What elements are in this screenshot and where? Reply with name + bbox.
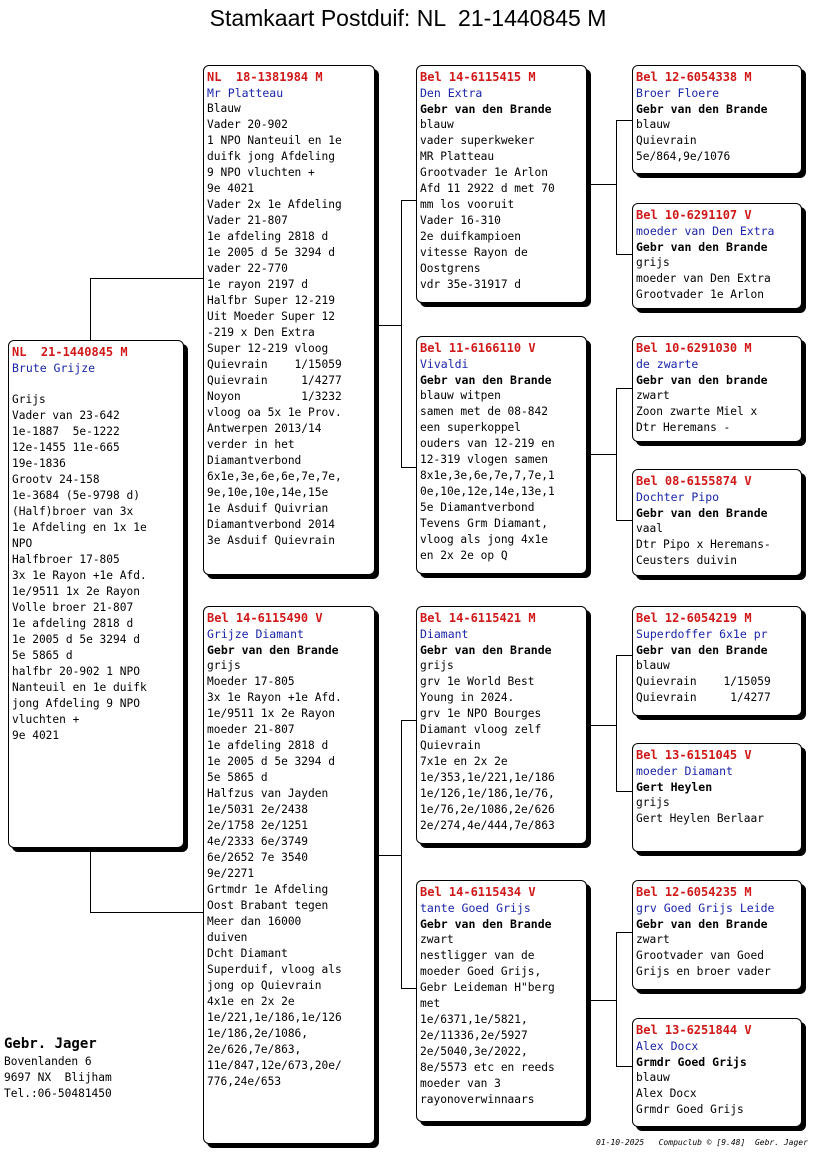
info-line: 8e/5573 etc en reeds <box>420 1061 555 1074</box>
pigeon-name: moeder van Den Extra <box>636 224 775 238</box>
info-line: 6x1e,3e,6e,6e,7e,7e, <box>207 470 342 483</box>
info-line: duifk jong Afdeling <box>207 150 335 163</box>
ring-number: Bel 14-6115434 V <box>420 885 536 899</box>
info-line: Ceusters duivin <box>636 554 738 567</box>
info-line: vader 22-770 <box>207 262 288 275</box>
breeder-owner: Gebr van den Brande <box>207 643 339 657</box>
info-line: met <box>420 997 441 1010</box>
pigeon-name: Alex Docx <box>636 1039 699 1053</box>
info-line: een superkoppel <box>420 421 522 434</box>
pigeon-card-fmm[interactable] <box>632 469 802 576</box>
info-line: Vader 2x 1e Afdeling <box>207 198 342 211</box>
info-line: 1e afdeling 2818 d <box>207 230 329 243</box>
info-line: 3e Asduif Quievrain <box>207 534 335 547</box>
info-line: samen met de 08-842 <box>420 405 548 418</box>
pigeon-card-father-father[interactable] <box>416 65 587 303</box>
breeder-name: Gebr. Jager <box>4 1036 97 1052</box>
ring-number: NL 18-1381984 M <box>207 70 323 84</box>
info-line: 1e/9511 1x 2e Rayon <box>207 707 335 720</box>
info-line: moeder van 3 <box>420 1077 501 1090</box>
info-line: 8x1e,3e,6e,7e,7,7e,1 <box>420 469 555 482</box>
info-line: Diamant vloog zelf <box>420 723 542 736</box>
pigeon-card-mmm[interactable] <box>632 1018 802 1127</box>
info-line: 5e 5865 d <box>12 649 73 662</box>
info-line: Quievrain 1/15059 <box>636 675 771 688</box>
breeder-owner: Gebr van den Brande <box>636 102 768 116</box>
connector-line <box>90 278 91 340</box>
connector-line <box>591 454 616 455</box>
ring-number: Bel 12-6054219 M <box>636 611 752 625</box>
info-line: blauw <box>420 118 454 131</box>
info-line: zwart <box>636 933 670 946</box>
info-line: 776,24e/653 <box>207 1075 282 1088</box>
info-line: jong Afdeling 9 NPO <box>12 697 140 710</box>
info-line: 1e/221,1e/186,1e/126 <box>207 1011 342 1024</box>
info-line: moeder van Den Extra <box>636 272 771 285</box>
connector-line <box>616 655 617 791</box>
info-line: 4x1e en 2x 2e <box>207 995 295 1008</box>
info-line: 12e-1455 11e-665 <box>12 441 120 454</box>
info-line: 1e/186,2e/1086, <box>207 1027 309 1040</box>
info-line: Grijs en broer vader <box>636 965 771 978</box>
info-line: Superduif, vloog als <box>207 963 342 976</box>
info-line: vloog als jong 4x1e <box>420 533 548 546</box>
info-line: verder in het <box>207 438 295 451</box>
info-line: Diamantverbond <box>207 454 302 467</box>
info-line: vaal <box>636 522 663 535</box>
breeder-owner: Gebr van den Brande <box>636 643 768 657</box>
pigeon-name: Brute Grijze <box>12 361 96 375</box>
info-line: 19e-1836 <box>12 457 66 470</box>
connector-line <box>401 988 417 989</box>
info-line: Halfzus van Jayden <box>207 787 329 800</box>
pigeon-name: Dochter Pipo <box>636 490 720 504</box>
pigeon-card-mother-mother[interactable] <box>416 880 587 1122</box>
info-line: Quievrain 1/4277 <box>636 691 771 704</box>
info-line: Gebr Leideman H"berg <box>420 981 555 994</box>
footer-credit: 01-10-2025 Compuclub © [9.48] Gebr. Jager <box>596 1138 808 1147</box>
info-line: 2e/1758 2e/1251 <box>207 819 309 832</box>
connector-line <box>591 184 616 185</box>
info-line: en 2x 2e op Q <box>420 549 508 562</box>
ring-number: Bel 10-6291030 M <box>636 341 752 355</box>
connector-line <box>616 655 633 656</box>
connector-line <box>616 791 633 792</box>
info-line: Gert Heylen Berlaar <box>636 812 764 825</box>
info-line: Diamantverbond 2014 <box>207 518 335 531</box>
info-line: vloog oa 5x 1e Prov. <box>207 406 342 419</box>
info-line: Meer dan 16000 <box>207 915 302 928</box>
connector-line <box>616 520 633 521</box>
info-line: moeder Goed Grijs, <box>420 965 542 978</box>
info-line: vitesse Rayon de <box>420 246 528 259</box>
info-line: Halfbr Super 12-219 <box>207 294 335 307</box>
info-line: 1e/6371,1e/5821, <box>420 1013 528 1026</box>
breeder-owner: Gebr van den Brande <box>636 506 768 520</box>
info-line: Dtr Pipo x Heremans- <box>636 538 771 551</box>
connector-line <box>401 720 417 721</box>
pigeon-name: Den Extra <box>420 86 483 100</box>
info-line: ouders van 12-219 en <box>420 437 555 450</box>
info-line: Grijs <box>12 393 46 406</box>
info-line: 3x 1e Rayon +1e Afd. <box>12 569 147 582</box>
info-line: 1e rayon 2197 d <box>207 278 309 291</box>
info-line: 2e/274,4e/444,7e/863 <box>420 819 555 832</box>
info-line: vader superkweker <box>420 134 535 147</box>
pigeon-card-ffm[interactable] <box>632 203 802 309</box>
info-line: Grootv 24-158 <box>12 473 100 486</box>
connector-line <box>401 720 402 988</box>
info-line: 1e-3684 (5e-9798 d) <box>12 489 140 502</box>
connector-line <box>90 848 91 912</box>
ring-number: Bel 12-6054338 M <box>636 70 752 84</box>
breeder-owner: Gebr van den Brande <box>636 917 768 931</box>
info-line: 5e 5865 d <box>207 771 268 784</box>
info-line: 2e/5040,3e/2022, <box>420 1045 528 1058</box>
info-line: NPO <box>12 537 33 550</box>
info-line: Moeder 17-805 <box>207 675 295 688</box>
info-line: 1e afdeling 2818 d <box>12 617 134 630</box>
pigeon-card-mfm[interactable] <box>632 743 802 852</box>
info-line: Grootvader 1e Arlon <box>420 166 548 179</box>
breeder-address-line: Bovenlanden 6 <box>4 1055 92 1068</box>
breeder-owner: Gebr van den Brande <box>420 102 552 116</box>
connector-line <box>379 325 401 326</box>
pigeon-name: Broer Floere <box>636 86 720 100</box>
pigeon-card-mff[interactable] <box>632 606 802 716</box>
ring-number: Bel 10-6291107 V <box>636 208 752 222</box>
info-line: zwart <box>636 389 670 402</box>
info-line: Oost Brabant tegen <box>207 899 329 912</box>
breeder-owner: Grmdr Goed Grijs <box>636 1055 747 1069</box>
info-line: 2e duifkampioen <box>420 230 522 243</box>
info-line: halfbr 20-902 1 NPO <box>12 665 140 678</box>
info-line: Quievrain 1/4277 <box>207 374 342 387</box>
info-line: Alex Docx <box>636 1087 697 1100</box>
breeder-owner: Gert Heylen <box>636 780 713 794</box>
info-line: 4e/2333 6e/3749 <box>207 835 309 848</box>
info-line: rayonoverwinnaars <box>420 1093 535 1106</box>
info-line: grijs <box>420 659 454 672</box>
info-line: Tevens Grm Diamant, <box>420 517 548 530</box>
info-line: 7x1e en 2x 2e <box>420 755 508 768</box>
info-line: Vader 16-310 <box>420 214 501 227</box>
connector-line <box>616 388 633 389</box>
info-line: vdr 35e-31917 d <box>420 278 522 291</box>
ring-number: Bel 08-6155874 V <box>636 474 752 488</box>
info-line: Afd 11 2922 d met 70 <box>420 182 555 195</box>
info-line: 1e Afdeling en 1x 1e <box>12 521 147 534</box>
info-line: grijs <box>636 256 670 269</box>
connector-line <box>90 912 204 913</box>
info-line: grv 1e World Best <box>420 675 535 688</box>
info-line: Grmdr Goed Grijs <box>636 1103 744 1116</box>
info-line: 5e/864,9e/1076 <box>636 150 731 163</box>
info-line: 1e 2005 d 5e 3294 d <box>12 633 140 646</box>
info-line: vluchten + <box>12 713 80 726</box>
info-line: grijs <box>207 659 241 672</box>
info-line: 9e,10e,10e,14e,15e <box>207 486 329 499</box>
breeder-owner: Gebr van den Brande <box>420 643 552 657</box>
connector-line <box>401 200 402 467</box>
info-line: 9e/2271 <box>207 867 255 880</box>
connector-line <box>616 120 633 121</box>
ring-number: Bel 14-6115421 M <box>420 611 536 625</box>
info-line: 12-319 vlogen samen <box>420 453 548 466</box>
info-line: Dtr Heremans - <box>636 421 731 434</box>
info-line: duiven <box>207 931 248 944</box>
info-line: 1e Asduif Quivrian <box>207 502 329 515</box>
pigeon-card-father[interactable] <box>203 65 375 575</box>
info-line: Nanteuil en 1e duifk <box>12 681 147 694</box>
breeder-owner: Gebr van den Brande <box>420 917 552 931</box>
info-line: Quievrain <box>636 134 697 147</box>
page-title: Stamkaart Postduif: NL 21-1440845 M <box>209 5 607 31</box>
info-line: 9 NPO vluchten + <box>207 166 315 179</box>
info-line: jong op Quievrain <box>207 979 322 992</box>
info-line: 1e 2005 d 5e 3294 d <box>207 755 335 768</box>
pigeon-name: grv Goed Grijs Leide <box>636 901 775 915</box>
pigeon-name: de zwarte <box>636 357 699 371</box>
pigeon-card-father-mother[interactable] <box>416 336 587 574</box>
info-line: Antwerpen 2013/14 <box>207 422 322 435</box>
info-line: mm los vooruit <box>420 198 515 211</box>
info-line: grijs <box>636 796 670 809</box>
info-line: zwart <box>420 933 454 946</box>
info-line: Quievrain 1/15059 <box>207 358 342 371</box>
info-line: Volle broer 21-807 <box>12 601 134 614</box>
info-line: 11e/847,12e/673,20e/ <box>207 1059 342 1072</box>
info-line: nestligger van de <box>420 949 535 962</box>
breeder-info <box>4 1034 112 1102</box>
info-line: 1e/76,2e/1086,2e/626 <box>420 803 555 816</box>
info-line: 1e/126,1e/186,1e/76, <box>420 787 555 800</box>
connector-line <box>616 932 617 1066</box>
info-line: Vader 20-902 <box>207 118 288 131</box>
info-line: Vader van 23-642 <box>12 409 120 422</box>
info-line: Noyon 1/3232 <box>207 390 342 403</box>
breeder-address-line: 9697 NX Blijham <box>4 1071 112 1084</box>
connector-line <box>90 278 204 279</box>
info-line: Quievrain <box>420 739 481 752</box>
pigeon-card-mmf[interactable] <box>632 880 802 990</box>
info-line: 1e-1887 5e-1222 <box>12 425 120 438</box>
info-line: MR Platteau <box>420 150 495 163</box>
info-line: Grtmdr 1e Afdeling <box>207 883 329 896</box>
info-line: blauw <box>636 659 670 672</box>
info-line: blauw <box>636 1071 670 1084</box>
ring-number: Bel 14-6115415 M <box>420 70 536 84</box>
connector-line <box>616 388 617 520</box>
info-line: Young in 2024. <box>420 691 515 704</box>
info-line: Grootvader van Goed <box>636 949 764 962</box>
info-line: Dcht Diamant <box>207 947 288 960</box>
info-line: 9e 4021 <box>12 729 60 742</box>
pigeon-card-main[interactable] <box>8 340 184 848</box>
connector-line <box>379 855 401 856</box>
ring-number: Bel 13-6251844 V <box>636 1023 752 1037</box>
pigeon-name: Grijze Diamant <box>207 627 304 641</box>
info-line: Zoon zwarte Miel x <box>636 405 758 418</box>
pigeon-name: tante Goed Grijs <box>420 901 531 915</box>
connector-line <box>616 254 633 255</box>
info-line: Vader 21-807 <box>207 214 288 227</box>
info-line: 1 NPO Nanteuil en 1e <box>207 134 342 147</box>
info-line: Blauw <box>207 102 241 115</box>
pigeon-card-mother-father[interactable] <box>416 606 587 844</box>
pigeon-name: Mr Platteau <box>207 86 284 100</box>
info-line: 1e/9511 1x 2e Rayon <box>12 585 140 598</box>
ring-number: Bel 14-6115490 V <box>207 611 323 625</box>
pigeon-name: Vivaldi <box>420 357 469 371</box>
info-line: 6e/2652 7e 3540 <box>207 851 309 864</box>
breeder-owner: Gebr van den brande <box>636 373 768 387</box>
pigeon-card-mother[interactable] <box>203 606 375 1144</box>
pigeon-name: Diamant <box>420 627 469 641</box>
pigeon-card-fff[interactable] <box>632 65 802 174</box>
info-line: 1e/5031 2e/2438 <box>207 803 309 816</box>
pigeon-name: Superdoffer 6x1e pr <box>636 627 768 641</box>
connector-line <box>616 1066 633 1067</box>
info-line: 3x 1e Rayon +1e Afd. <box>207 691 342 704</box>
info-line: Grootvader 1e Arlon <box>636 288 764 301</box>
ring-number: Bel 13-6151045 V <box>636 748 752 762</box>
ring-number: Bel 12-6054235 M <box>636 885 752 899</box>
info-line: (Half)broer van 3x <box>12 505 134 518</box>
info-line: grv 1e NPO Bourges <box>420 707 542 720</box>
info-line: 5e Diamantverbond <box>420 501 535 514</box>
info-line: 1e afdeling 2818 d <box>207 739 329 752</box>
info-line: -219 x Den Extra <box>207 326 315 339</box>
breeder-phone: Tel.:06-50481450 <box>4 1087 112 1100</box>
pigeon-name: moeder Diamant <box>636 764 733 778</box>
connector-line <box>616 932 633 933</box>
info-line: 9e 4021 <box>207 182 255 195</box>
info-line: Uit Moeder Super 12 <box>207 310 335 323</box>
info-line: 1e/353,1e/221,1e/186 <box>420 771 555 784</box>
connector-line <box>616 120 617 254</box>
info-line: blauw <box>636 118 670 131</box>
connector-line <box>591 1000 616 1001</box>
info-line: Oostgrens <box>420 262 481 275</box>
info-line: 2e/11336,2e/5927 <box>420 1029 528 1042</box>
info-line: Halfbroer 17-805 <box>12 553 120 566</box>
info-line: 1e 2005 d 5e 3294 d <box>207 246 335 259</box>
pigeon-card-fmf[interactable] <box>632 336 802 442</box>
connector-line <box>401 467 417 468</box>
info-line: Super 12-219 vloog <box>207 342 329 355</box>
connector-line <box>591 725 616 726</box>
ring-number: Bel 11-6166110 V <box>420 341 536 355</box>
breeder-owner: Gebr van den Brande <box>420 373 552 387</box>
info-line: moeder 21-807 <box>207 723 295 736</box>
info-line: 0e,10e,12e,14e,13e,1 <box>420 485 555 498</box>
info-line: 2e/626,7e/863, <box>207 1043 302 1056</box>
connector-line <box>401 200 417 201</box>
info-line: blauw witpen <box>420 389 501 402</box>
info-line <box>12 376 180 392</box>
breeder-owner: Gebr van den Brande <box>636 240 768 254</box>
ring-number: NL 21-1440845 M <box>12 345 128 359</box>
